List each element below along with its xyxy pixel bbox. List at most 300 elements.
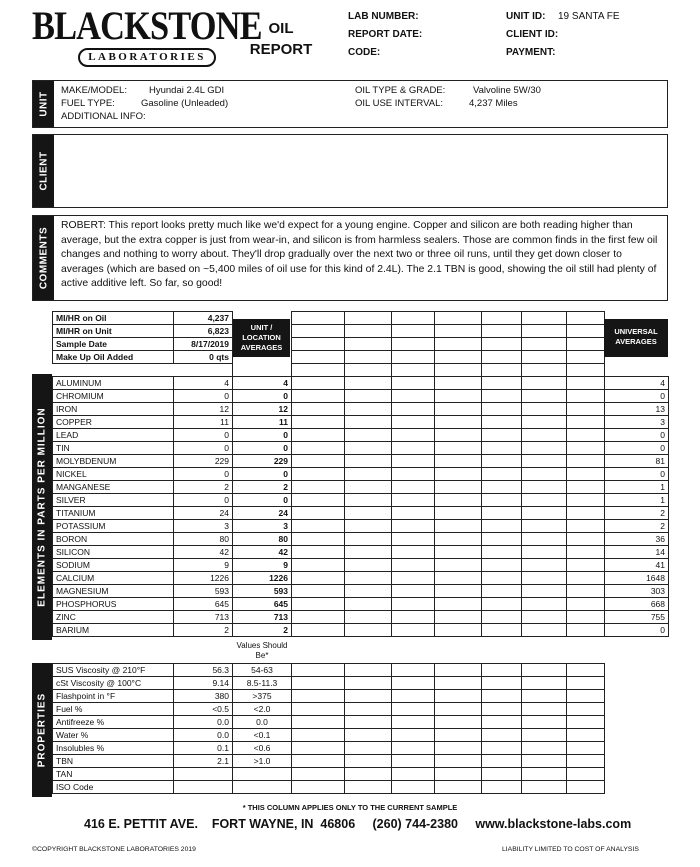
blank-cell	[292, 559, 345, 572]
blank-cell	[522, 351, 567, 364]
blank-cell	[567, 585, 605, 598]
blank-cell	[292, 520, 345, 533]
blank-cell	[292, 312, 345, 325]
element-row	[53, 611, 669, 624]
blank-cell	[345, 585, 392, 598]
property-value: 56.3	[174, 664, 233, 677]
element-universal: 755	[605, 611, 669, 624]
element-name: SILVER	[53, 494, 174, 507]
element-universal: 36	[605, 533, 669, 546]
blank-cell	[292, 351, 345, 364]
title-line2: REPORT	[249, 41, 313, 58]
blank-cell	[292, 442, 345, 455]
element-unit-avg: 1226	[233, 572, 292, 585]
blank-cell	[435, 716, 482, 729]
blank-cell	[392, 716, 435, 729]
element-unit-avg: 42	[233, 546, 292, 559]
element-universal: 41	[605, 559, 669, 572]
blank-cell	[482, 520, 522, 533]
blank-cell	[522, 572, 567, 585]
blank-cell	[435, 533, 482, 546]
element-unit-avg: 4	[233, 377, 292, 390]
element-row	[53, 624, 669, 637]
properties-table	[52, 663, 605, 794]
element-value: 229	[174, 455, 233, 468]
sample-info-label: MI/HR on Oil	[53, 312, 174, 325]
element-unit-avg: 0	[233, 429, 292, 442]
blank-cell	[345, 442, 392, 455]
element-value: 2	[174, 481, 233, 494]
property-value	[174, 781, 233, 794]
element-unit-avg: 2	[233, 481, 292, 494]
element-value: 0	[174, 494, 233, 507]
element-row	[53, 481, 669, 494]
blank-cell	[482, 703, 522, 716]
blank-cell	[345, 664, 392, 677]
unit-id-label: UNIT ID:	[506, 11, 546, 22]
oil-type-value: Valvoline 5W/30	[473, 85, 541, 96]
oil-use-label: OIL USE INTERVAL:	[355, 98, 443, 109]
element-unit-avg: 0	[233, 468, 292, 481]
blank-cell	[522, 768, 567, 781]
blank-cell	[482, 755, 522, 768]
blank-cell	[345, 481, 392, 494]
blank-cell	[435, 572, 482, 585]
blank-cell	[345, 390, 392, 403]
blank-cell	[522, 455, 567, 468]
element-row	[53, 403, 669, 416]
property-name: cSt Viscosity @ 100°C	[53, 677, 174, 690]
blank-cell	[522, 377, 567, 390]
blank-cell	[345, 755, 392, 768]
property-row	[53, 703, 605, 716]
blank-cell	[522, 403, 567, 416]
blank-cell	[435, 416, 482, 429]
footer-copyright: ©COPYRIGHT BLACKSTONE LABORATORIES 2019	[32, 846, 196, 853]
blank-cell	[292, 507, 345, 520]
element-name: BARIUM	[53, 624, 174, 637]
blank-cell	[292, 624, 345, 637]
element-universal: 668	[605, 598, 669, 611]
blank-cell	[522, 507, 567, 520]
element-name: COPPER	[53, 416, 174, 429]
property-name: TBN	[53, 755, 174, 768]
blank-cell	[522, 429, 567, 442]
blank-cell	[522, 677, 567, 690]
blank-cell	[345, 312, 392, 325]
blank-cell	[567, 690, 605, 703]
blank-cell	[392, 325, 435, 338]
additional-info-label: ADDITIONAL INFO:	[61, 111, 146, 122]
element-name: CALCIUM	[53, 572, 174, 585]
blank-cell	[567, 546, 605, 559]
blank-cell	[292, 364, 345, 377]
blank-cell	[292, 598, 345, 611]
blank-cell	[435, 611, 482, 624]
property-name: Insolubles %	[53, 742, 174, 755]
blank-cell	[292, 690, 345, 703]
blank-cell	[345, 416, 392, 429]
element-value: 12	[174, 403, 233, 416]
blank-cell	[435, 624, 482, 637]
blank-cell	[292, 572, 345, 585]
blank-cell	[392, 755, 435, 768]
logo-name: BLACKSTONE	[32, 3, 262, 48]
sample-info-value: 6,823	[174, 325, 233, 338]
blank-cell	[392, 768, 435, 781]
property-should-be: <0.6	[233, 742, 292, 755]
properties-tab: PROPERTIES	[32, 663, 52, 797]
property-name: SUS Viscosity @ 210°F	[53, 664, 174, 677]
element-unit-avg: 229	[233, 455, 292, 468]
blank-cell	[345, 690, 392, 703]
property-row	[53, 781, 605, 794]
blank-cell	[522, 598, 567, 611]
element-row	[53, 494, 669, 507]
blank-cell	[392, 416, 435, 429]
blank-cell	[522, 729, 567, 742]
blank-cell	[567, 742, 605, 755]
blank-cell	[435, 781, 482, 794]
blank-cell	[522, 338, 567, 351]
code-label: CODE:	[348, 47, 381, 58]
property-value: 2.1	[174, 755, 233, 768]
blank-cell	[522, 416, 567, 429]
element-name: SILICON	[53, 546, 174, 559]
sample-info-value: 0 qts	[174, 351, 233, 364]
title-line1: OIL	[268, 20, 294, 37]
blank-cell	[345, 611, 392, 624]
blank-cell	[482, 416, 522, 429]
element-universal: 0	[605, 429, 669, 442]
element-value: 593	[174, 585, 233, 598]
blank-cell	[233, 364, 292, 377]
blank-cell	[567, 403, 605, 416]
blank-cell	[392, 677, 435, 690]
blank-cell	[345, 429, 392, 442]
blank-cell	[174, 364, 233, 377]
blank-cell	[392, 442, 435, 455]
blank-cell	[567, 507, 605, 520]
blank-cell	[567, 416, 605, 429]
element-unit-avg: 3	[233, 520, 292, 533]
property-value: <0.5	[174, 703, 233, 716]
blank-cell	[567, 729, 605, 742]
blank-cell	[567, 390, 605, 403]
blank-cell	[567, 533, 605, 546]
element-value: 0	[174, 442, 233, 455]
blank-cell	[435, 390, 482, 403]
blank-cell	[522, 690, 567, 703]
element-universal: 0	[605, 468, 669, 481]
element-unit-avg: 9	[233, 559, 292, 572]
blank-cell	[567, 325, 605, 338]
blank-cell	[567, 364, 605, 377]
element-name: CHROMIUM	[53, 390, 174, 403]
blank-cell	[392, 664, 435, 677]
blank-cell	[392, 742, 435, 755]
blackstone-logo	[32, 3, 262, 68]
blank-cell	[392, 481, 435, 494]
blank-cell	[292, 677, 345, 690]
blank-cell	[522, 781, 567, 794]
element-value: 9	[174, 559, 233, 572]
element-universal: 2	[605, 520, 669, 533]
blank-cell	[482, 507, 522, 520]
blank-cell	[567, 442, 605, 455]
element-name: TITANIUM	[53, 507, 174, 520]
element-value: 645	[174, 598, 233, 611]
blank-cell	[345, 703, 392, 716]
blank-cell	[482, 624, 522, 637]
blank-cell	[567, 755, 605, 768]
element-universal: 4	[605, 377, 669, 390]
blank-cell	[292, 664, 345, 677]
blank-cell	[522, 533, 567, 546]
blank-cell	[482, 442, 522, 455]
blank-cell	[392, 494, 435, 507]
payment-label: PAYMENT:	[506, 47, 556, 58]
client-id-label: CLIENT ID:	[506, 29, 559, 40]
property-name: Fuel %	[53, 703, 174, 716]
blank-cell	[345, 455, 392, 468]
property-should-be: 0.0	[233, 716, 292, 729]
blank-cell	[345, 507, 392, 520]
blank-cell	[292, 703, 345, 716]
blank-cell	[435, 429, 482, 442]
blank-cell	[345, 364, 392, 377]
blank-cell	[482, 533, 522, 546]
property-row	[53, 729, 605, 742]
blank-cell	[567, 559, 605, 572]
blank-cell	[392, 364, 435, 377]
blank-cell	[392, 533, 435, 546]
blank-cell	[482, 598, 522, 611]
blank-cell	[292, 768, 345, 781]
property-value	[174, 768, 233, 781]
element-name: POTASSIUM	[53, 520, 174, 533]
blank-cell	[522, 624, 567, 637]
blank-cell	[482, 611, 522, 624]
element-row	[53, 520, 669, 533]
blank-cell	[392, 729, 435, 742]
sample-info-label: MI/HR on Unit	[53, 325, 174, 338]
blank-cell	[435, 729, 482, 742]
blank-cell	[522, 703, 567, 716]
element-row	[53, 585, 669, 598]
blank-cell	[522, 755, 567, 768]
elements-table	[52, 311, 669, 637]
blank-cell	[345, 325, 392, 338]
element-universal: 1648	[605, 572, 669, 585]
element-row	[53, 429, 669, 442]
blank-cell	[522, 325, 567, 338]
logo-sub: LABORATORIES	[78, 48, 216, 67]
sample-info-label: Sample Date	[53, 338, 174, 351]
blank-cell	[392, 351, 435, 364]
footer-liability: LIABILITY LIMITED TO COST OF ANALYSIS	[502, 846, 639, 853]
blank-cell	[567, 572, 605, 585]
blank-cell	[567, 312, 605, 325]
element-row	[53, 546, 669, 559]
blank-cell	[435, 403, 482, 416]
blank-cell	[345, 533, 392, 546]
should-be-header: Values Should Be*	[236, 641, 288, 660]
element-name: MAGNESIUM	[53, 585, 174, 598]
element-value: 0	[174, 390, 233, 403]
element-name: LEAD	[53, 429, 174, 442]
property-name: Antifreeze %	[53, 716, 174, 729]
blank-cell	[567, 716, 605, 729]
blank-cell	[292, 494, 345, 507]
blank-cell	[567, 768, 605, 781]
blank-cell	[345, 377, 392, 390]
element-row	[53, 533, 669, 546]
blank-cell	[435, 677, 482, 690]
property-row	[53, 690, 605, 703]
blank-cell	[567, 598, 605, 611]
blank-cell	[392, 585, 435, 598]
element-universal: 0	[605, 624, 669, 637]
element-row	[53, 416, 669, 429]
blank-cell	[392, 507, 435, 520]
element-unit-avg: 11	[233, 416, 292, 429]
blank-cell	[435, 338, 482, 351]
element-unit-avg: 0	[233, 390, 292, 403]
blank-cell	[482, 559, 522, 572]
sample-info-row	[53, 338, 669, 351]
blank-cell	[567, 664, 605, 677]
blank-cell	[435, 768, 482, 781]
blank-cell	[345, 520, 392, 533]
blank-cell	[522, 312, 567, 325]
blank-cell	[392, 624, 435, 637]
element-unit-avg: 24	[233, 507, 292, 520]
blank-cell	[392, 559, 435, 572]
blank-cell	[345, 468, 392, 481]
blank-cell	[345, 677, 392, 690]
blank-cell	[392, 703, 435, 716]
blank-cell	[567, 338, 605, 351]
property-value: 380	[174, 690, 233, 703]
element-name: NICKEL	[53, 468, 174, 481]
element-name: BORON	[53, 533, 174, 546]
blank-cell	[345, 494, 392, 507]
blank-cell	[522, 494, 567, 507]
blank-cell	[522, 442, 567, 455]
element-unit-avg: 2	[233, 624, 292, 637]
property-should-be: <0.1	[233, 729, 292, 742]
element-unit-avg: 80	[233, 533, 292, 546]
property-should-be: >1.0	[233, 755, 292, 768]
blank-cell	[292, 338, 345, 351]
sample-info-row	[53, 312, 669, 325]
blank-cell	[435, 494, 482, 507]
blank-cell	[292, 468, 345, 481]
blank-cell	[53, 364, 174, 377]
blank-cell	[522, 520, 567, 533]
element-universal: 0	[605, 390, 669, 403]
blank-cell	[345, 716, 392, 729]
blank-cell	[435, 325, 482, 338]
elements-tab: ELEMENTS IN PARTS PER MILLION	[32, 374, 52, 640]
sample-info-value: 8/17/2019	[174, 338, 233, 351]
blank-cell	[435, 442, 482, 455]
blank-cell	[435, 455, 482, 468]
report-title	[243, 18, 319, 60]
fuel-type-value: Gasoline (Unleaded)	[141, 98, 229, 109]
property-row	[53, 742, 605, 755]
report-date-label: REPORT DATE:	[348, 29, 423, 40]
element-name: MANGANESE	[53, 481, 174, 494]
property-row	[53, 755, 605, 768]
element-universal: 0	[605, 442, 669, 455]
blank-cell	[435, 598, 482, 611]
blank-cell	[522, 716, 567, 729]
blank-cell	[567, 377, 605, 390]
element-unit-avg: 0	[233, 442, 292, 455]
sample-info-row	[53, 351, 669, 364]
element-value: 0	[174, 468, 233, 481]
blank-cell	[482, 481, 522, 494]
property-row	[53, 716, 605, 729]
blank-cell	[435, 507, 482, 520]
blank-cell	[482, 781, 522, 794]
client-section	[32, 134, 668, 208]
property-name: Flashpoint in °F	[53, 690, 174, 703]
blank-cell	[292, 533, 345, 546]
element-value: 2	[174, 624, 233, 637]
blank-cell	[435, 312, 482, 325]
element-unit-avg: 645	[233, 598, 292, 611]
property-should-be	[233, 781, 292, 794]
blank-cell	[435, 585, 482, 598]
footer-note: * THIS COLUMN APPLIES ONLY TO THE CURRENT SAMPLE	[242, 803, 458, 812]
element-unit-avg: 593	[233, 585, 292, 598]
element-universal: 13	[605, 403, 669, 416]
property-value: 0.0	[174, 716, 233, 729]
blank-cell	[435, 377, 482, 390]
blank-cell	[292, 611, 345, 624]
element-value: 713	[174, 611, 233, 624]
footer-address: 416 E. PETTIT AVE. FORT WAYNE, IN 46806 (260) 744-2380 www.blackstone-labs.com	[84, 817, 632, 831]
blank-cell	[345, 781, 392, 794]
property-row	[53, 768, 605, 781]
comments-tab: COMMENTS	[33, 216, 54, 300]
blank-cell	[345, 768, 392, 781]
element-value: 4	[174, 377, 233, 390]
blank-cell	[392, 572, 435, 585]
property-should-be: 54-63	[233, 664, 292, 677]
universal-averages-header: UNIVERSAL AVERAGES	[604, 319, 668, 357]
blank-cell	[292, 455, 345, 468]
blank-cell	[292, 729, 345, 742]
blank-cell	[567, 429, 605, 442]
element-row	[53, 598, 669, 611]
blank-cell	[482, 390, 522, 403]
blank-cell	[567, 624, 605, 637]
element-row	[53, 572, 669, 585]
blank-cell	[522, 559, 567, 572]
blank-cell	[567, 611, 605, 624]
blank-cell	[482, 312, 522, 325]
blank-cell	[345, 624, 392, 637]
blank-cell	[522, 364, 567, 377]
element-value: 42	[174, 546, 233, 559]
blank-cell	[522, 481, 567, 494]
blank-cell	[482, 742, 522, 755]
unit-section	[32, 80, 668, 128]
